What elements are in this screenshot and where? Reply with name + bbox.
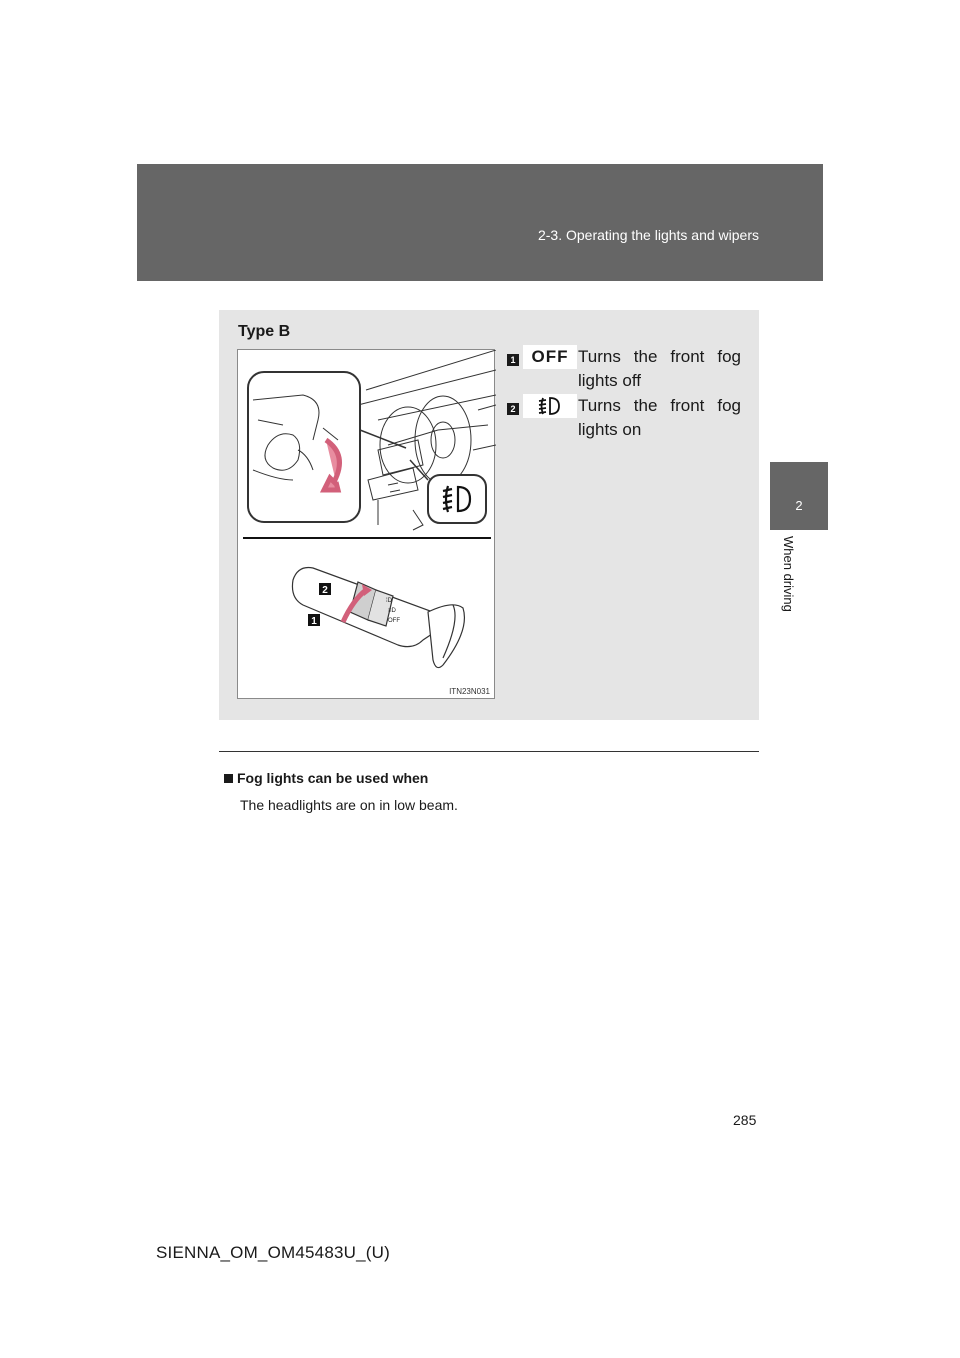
item-number: 2 [507,403,519,415]
page-number: 285 [733,1112,757,1128]
svg-text:≡D: ≡D [388,608,396,614]
note-heading [224,770,428,786]
callout-2: 2 [322,585,328,596]
figure-code: ITN23N031 [449,687,490,696]
note-heading-text: Fog lights can be used when [237,770,429,786]
note-text: The headlights are on in low beam. [240,797,458,813]
page-header [137,164,823,281]
illustration-drawing [238,350,496,700]
chapter-tab [770,462,828,530]
front-fog-light-icon [523,394,577,418]
chapter-tab-label [770,530,800,640]
svg-text:⁞D: ⁞D [386,598,392,604]
section-title: 2-3. Operating the lights and wipers [537,227,759,243]
off-symbol: OFF [523,345,577,369]
item-description: Turns the front fog lights off [578,347,741,390]
item-description: Turns the front fog lights on [578,396,741,439]
bullet-square-icon [224,774,233,783]
item-number: 1 [507,354,519,366]
chapter-number: 2 [795,498,803,513]
callout-1: 1 [311,616,317,627]
svg-text:OFF: OFF [388,618,400,624]
fog-light-switch-illustration [237,349,495,699]
inset-knob-frame [248,372,360,522]
section-divider [219,751,759,752]
chapter-label: When driving [781,536,796,612]
document-code: SIENNA_OM_OM45483U_(U) [156,1243,390,1262]
type-label: Type B [238,323,291,340]
